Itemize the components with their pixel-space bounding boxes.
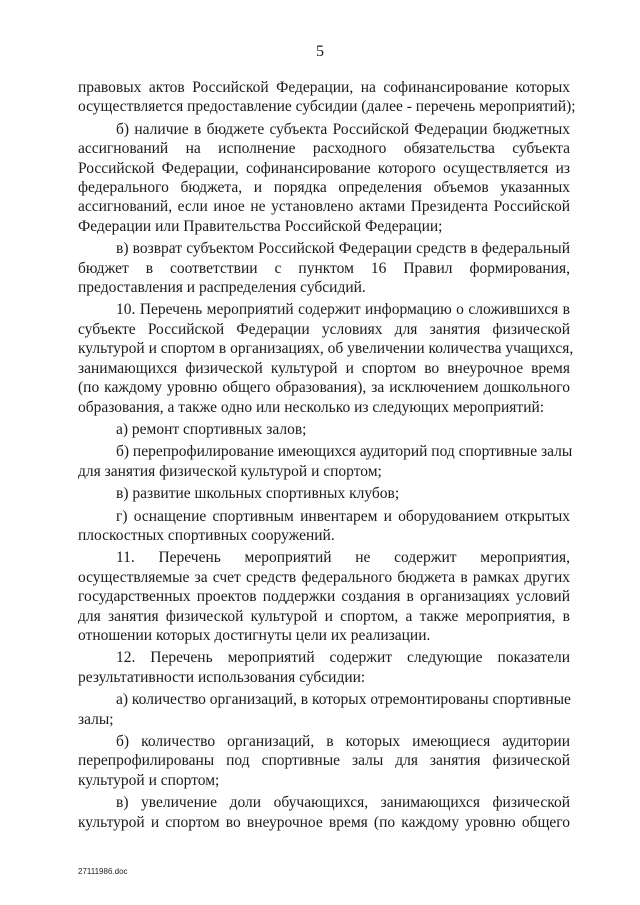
text-line: 11. Перечень мероприятий не содержит мероприятия, [116,549,570,567]
document-body [78,78,576,835]
text-line: г) оснащение спортивным инвентарем и оборудованием открытых [116,507,570,525]
paragraph-clause-10 [78,300,574,416]
text-line: б) количество организаций, в которых имеющиеся аудитории [116,733,570,750]
text-line: результативности использования субсидии: [78,668,366,686]
paragraph-item-b-reprofiling [78,442,573,481]
text-line: правовых актов Российской Федерации, на софинансирование которых [78,79,570,96]
text-line: а) ремонт спортивных залов; [116,420,307,438]
text-line: в) возврат субъектом Российской Федерации средств в федеральный [116,240,570,258]
paragraph-item-b-budget [78,120,570,236]
text-line: в) увеличение доли обучающихся, занимающихся физической [116,794,570,812]
text-line: занимающихся физической культурой и спортом во внеурочное время [78,359,570,377]
text-line: ассигнований на исполнение расходного обязательства субъекта [78,140,570,158]
paragraph-item-v-refund [78,239,570,297]
page-number: 5 [316,43,324,60]
text-line: Федерации или Правительства Российской Федерации; [78,217,443,235]
text-line: перепрофилированы под спортивные залы для занятия физической [78,752,570,770]
paragraph-indicator-v [78,793,570,832]
text-line: образования, а также одно или несколько из следующих мероприятий: [78,398,545,416]
text-line: осуществляется предоставление субсидии (далее - перечень мероприятий); [78,98,576,116]
text-line: субъекте Российской Федерации условиях для занятия физической [78,320,570,338]
text-line: а) количество организаций, в которых отремонтированы спортивные [116,691,571,709]
text-line: бюджет в соответствии с пунктом 16 Правил формирования, [78,259,570,277]
text-line: 10. Перечень мероприятий содержит информацию о сложившихся в [116,301,570,319]
text-line: культурой и спортом в организациях, об увеличении количества учащихся, [78,340,574,358]
paragraph-indicator-a [78,690,570,729]
paragraph-subsidy-activities-list [78,78,576,117]
document-filename-footer: 27111986.doc [78,867,128,876]
text-line: культурой и спортом; [78,771,220,789]
text-line: предоставления и распределения субсидий. [78,279,366,297]
text-line: для занятия физической культурой и спортом, а также мероприятия, в [78,607,570,625]
paragraph-clause-12 [78,648,570,687]
text-line: федерального бюджета, и порядка определения объемов указанных [78,179,570,197]
text-line: отношении которых достигнуты цели их реализации. [78,626,431,644]
text-line: б) перепрофилирование имеющихся аудиторий под спортивные залы [116,443,573,461]
paragraph-item-g-equipment [78,507,570,546]
text-line: (по каждому уровню общего образования), за исключением дошкольного [78,379,570,397]
paragraph-item-v-clubs [78,484,570,503]
text-line: государственных проектов поддержки создания в организациях условий [78,588,570,606]
text-line: ассигнований, если иное не установлено актами Президента Российской [78,198,570,216]
paragraph-indicator-b [78,732,570,790]
text-line: плоскостных спортивных сооружений. [78,526,335,544]
text-line: культурой и спортом во внеурочное время (по каждому уровню общего [78,813,570,831]
text-line: для занятия физической культурой и спортом; [78,462,382,480]
text-line: 12. Перечень мероприятий содержит следующие показатели [116,649,570,667]
paragraph-item-a-repair [78,420,570,439]
text-line: осуществляемые за счет средств федерального бюджета в рамках других [78,568,570,586]
text-line: в) развитие школьных спортивных клубов; [116,485,400,503]
text-line: Российской Федерации, софинансирование которого осуществляется из [78,159,570,177]
text-line: залы; [78,710,114,728]
paragraph-clause-11 [78,548,570,645]
text-line: б) наличие в бюджете субъекта Российской Федерации бюджетных [116,120,570,138]
